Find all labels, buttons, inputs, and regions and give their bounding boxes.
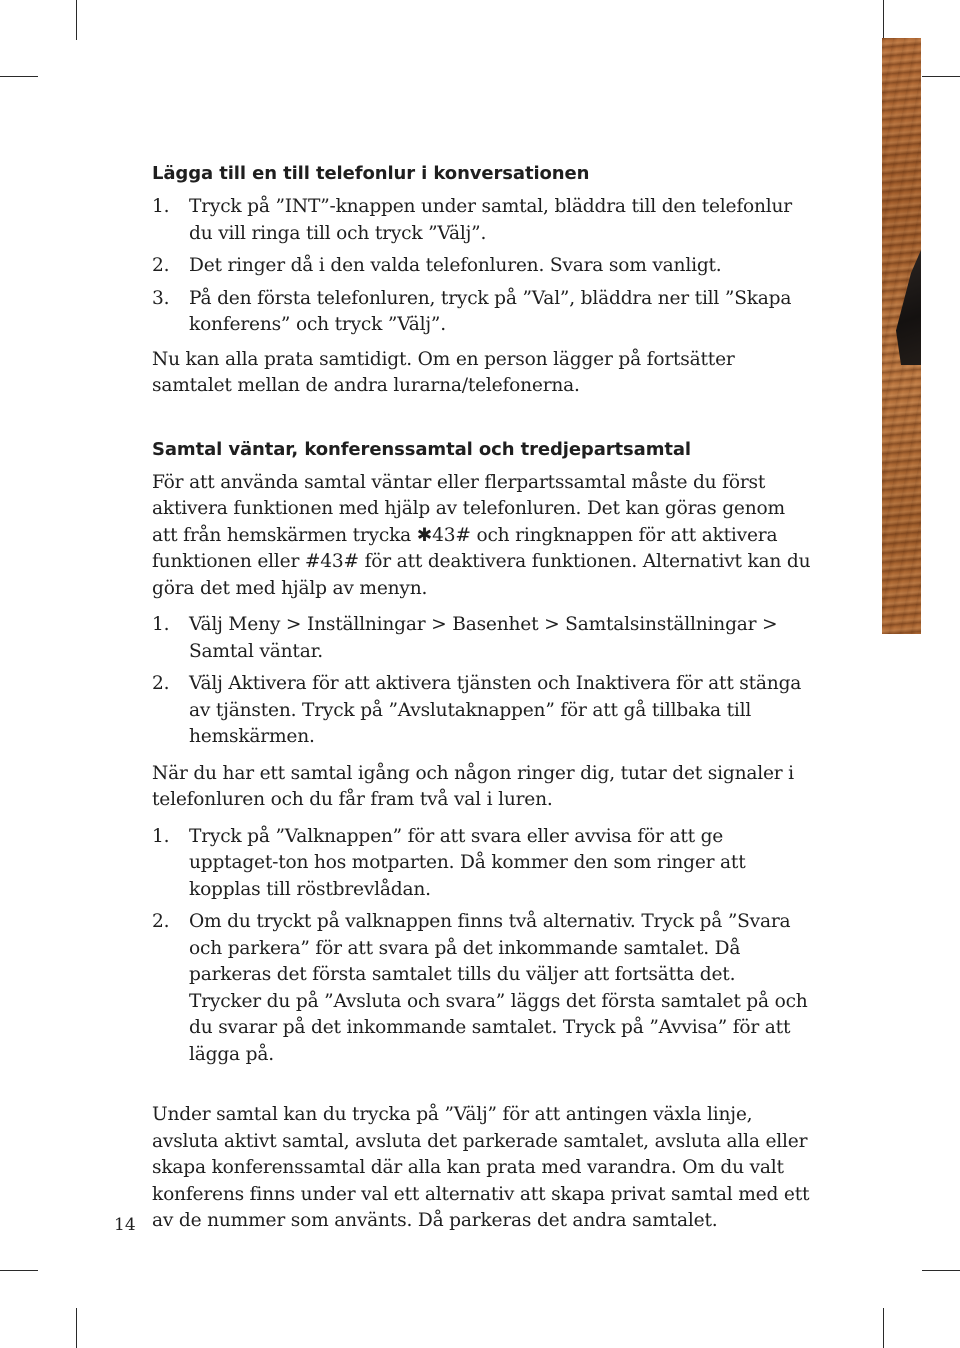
list-item: 1. Tryck på ”Valknappen” för att svara eller avvisa för att ge upptaget-ton hos motparten. Då kommer den som ringer att kopplas till röstbrevlådan. xyxy=(152,825,746,900)
crop-mark xyxy=(883,0,884,40)
list-item: 1. Välj Meny > Inställningar > Basenhet > Samtalsinställningar > Samtal väntar. xyxy=(152,614,778,662)
section-heading: Lägga till en till telefonlur i konversationen xyxy=(152,163,590,184)
crop-mark xyxy=(883,1308,884,1348)
paragraph: När du har ett samtal igång och någon ringer dig, tutar det signaler i telefonluren och du får fram två val i luren. xyxy=(152,762,794,810)
paragraph: Under samtal kan du trycka på ”Välj” för att antingen växla linje, avsluta aktivt samtal, avsluta det parkerade samtalet, avsluta alla eller skapa konferenssamtal där alla kan prata med varandra. Om du valt konferens finns under val ett alternativ att skapa privat samtal med ett av de nummer som använts. Då parkeras det andra samtalet. xyxy=(152,1104,810,1231)
list-item: 2. Det ringer då i den valda telefonluren. Svara som vanligt. xyxy=(152,255,722,276)
paragraph: För att använda samtal väntar eller flerpartssamtal måste du först aktivera funktionen med hjälp av telefonluren. Det kan göras genom att från hemskärmen trycka ✱43# och ringknappen för att aktivera funktionen eller #43# för att deaktivera funktionen. Alternativt kan du göra det med hjälp av menyn. xyxy=(152,471,811,599)
section-heading: Samtal väntar, konferenssamtal och tredjepartsamtal xyxy=(152,438,691,460)
list-item: 1. Tryck på ”INT”-knappen under samtal, bläddra till den telefonlur du vill ringa till och tryck ”Välj”. xyxy=(152,196,792,244)
list-item: 2. Välj Aktivera för att aktivera tjänsten och Inaktivera för att stänga av tjänsten. Tryck på ”Avslutaknappen” för att gå tillbaka till hemskärmen. xyxy=(152,673,802,747)
page-content xyxy=(152,160,812,1235)
list-item: 2. Om du tryckt på valknappen finns två alternativ. Tryck på ”Svara och parkera” för att svara på det inkommande samtalet. Då parkeras det första samtalet tills du väljer att fortsätta det. Trycker du på ”Avsluta och svara” läggs det första samtalet på och du svarar på det inkommande samtalet. Tryck på ”Avvisa” för att lägga på. xyxy=(152,911,808,1065)
list-item-text: Tryck på ”INT”-knappen under samtal, bläddra till den telefonlur du vill ringa till och tryck ”Välj”. xyxy=(189,196,792,244)
crop-mark xyxy=(0,76,38,77)
steps-list xyxy=(152,612,812,751)
steps-list xyxy=(152,824,812,1069)
crop-mark xyxy=(922,1270,960,1271)
crop-mark xyxy=(76,1308,77,1348)
steps-list xyxy=(152,194,812,339)
crop-mark xyxy=(0,1270,38,1271)
list-item-text: Välj Meny > Inställningar > Basenhet > Samtalsinställningar > Samtal väntar. xyxy=(189,614,778,662)
crop-mark xyxy=(76,0,77,40)
list-item-text: Det ringer då i den valda telefonluren. Svara som vanligt. xyxy=(189,255,722,276)
list-item-text: På den första telefonluren, tryck på ”Val”, bläddra ner till ”Skapa konferens” och tryck ”Välj”. xyxy=(189,287,792,335)
crop-mark xyxy=(922,76,960,77)
page-number: 14 xyxy=(114,1215,136,1235)
paragraph: Nu kan alla prata samtidigt. Om en person lägger på fortsätter samtalet mellan de andra lurarna/telefonerna. xyxy=(152,348,735,396)
list-item: 3. På den första telefonluren, tryck på ”Val”, bläddra ner till ”Skapa konferens” och tryck ”Välj”. xyxy=(152,287,792,335)
list-item-text: Tryck på ”Valknappen” för att svara eller avvisa för att ge upptaget-ton hos motparten. Då kommer den som ringer att kopplas till röstbrevlådan. xyxy=(189,825,746,900)
list-item-text: Om du tryckt på valknappen finns två alternativ. Tryck på ”Svara och parkera” för att svara på det inkommande samtalet. Då parkeras det första samtalet tills du väljer att fortsätta det. Trycker du på ”Avsluta och svara” läggs det första samtalet på och du svarar på det inkommande samtalet. Tryck på ”Avvisa” för att lägga på. xyxy=(189,911,808,1065)
list-item-text: Välj Aktivera för att aktivera tjänsten och Inaktivera för att stänga av tjänsten. Tryck på ”Avslutaknappen” för att gå tillbaka till hemskärmen. xyxy=(189,673,802,747)
